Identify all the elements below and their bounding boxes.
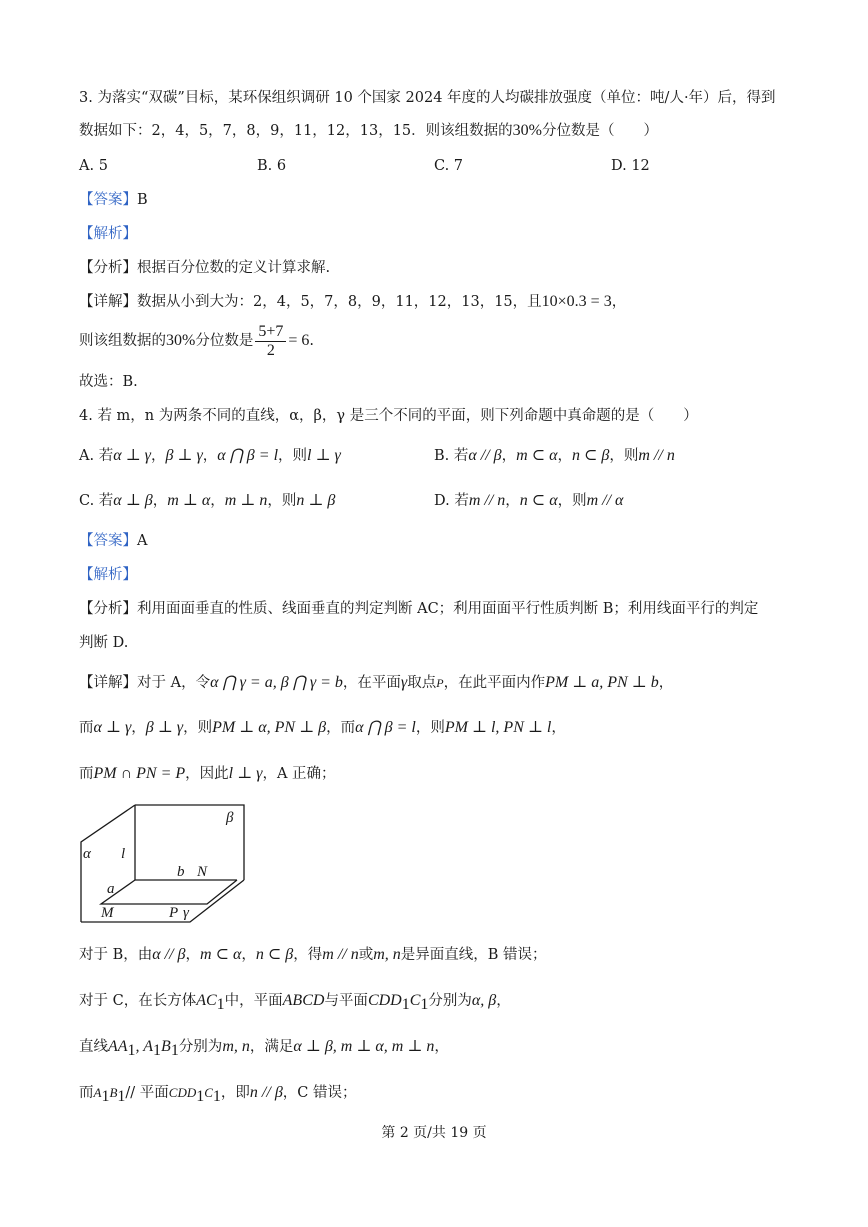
q3-conclusion: 故选：B.: [79, 374, 138, 390]
planes-figure: [79, 800, 249, 928]
answer-tag: 【答案】: [79, 192, 137, 208]
q4-answer: 【答案】A: [79, 533, 148, 549]
page-footer: 第 2 页/共 19 页: [381, 1125, 487, 1141]
q4-fenxi-line2: 判断 D.: [79, 635, 129, 651]
label-alpha: α: [83, 846, 91, 862]
q3-option-d: D. 12: [611, 158, 650, 174]
q4-option-b: B. 若α // β，m ⊂ α，n ⊂ β，则m // n: [434, 447, 675, 464]
q4-detail-line1: 【详解】对于 A，令α ⋂ γ = a, β ⋂ γ = b，在平面γ取点P，在此平面内作PM ⊥ a, PN ⊥ b，: [79, 674, 674, 691]
q4-detail-line3: 而PM ∩ PN = P，因此l ⊥ γ，A 正确；: [79, 765, 336, 782]
gamma-inner: [101, 880, 237, 904]
q3-answer: 【答案】B: [79, 192, 148, 208]
label-b: b: [177, 864, 185, 880]
q4-analysis-tag: 【解析】: [79, 567, 137, 583]
q4-option-a: A. 若α ⊥ γ，β ⊥ γ，α ⋂ β = l，则l ⊥ γ: [79, 447, 341, 464]
q3-option-c: C. 7: [434, 158, 464, 174]
q4-detail-c3: 而$A_1B_1//$ 平面$CDD_1C_1$，即n // β，C 错误；: [79, 1084, 357, 1105]
label-l: l: [121, 846, 126, 862]
q3-option-b: B. 6: [257, 158, 287, 174]
q4-option-d: D. 若m // n，n ⊂ α，则m // α: [434, 492, 624, 509]
q3-analysis-tag: 【解析】: [79, 226, 137, 242]
q4-fenxi-line1: 【分析】利用面面垂直的性质、线面垂直的判定判断 AC；利用面面平行性质判断 B；利用线面平行的判定: [79, 601, 759, 617]
q3-stem-line2: 数据如下：2，4，5，7，8，9，11，12，13，15．则该组数据的30%分位数是（ ）: [79, 122, 658, 139]
q3-stem-line1: 3. 为落实“双碳”目标，某环保组织调研 10 个国家 2024 年度的人均碳排放强度（单位：吨/人·年）后，得到: [79, 90, 776, 106]
q4-stem: 4. 若 m，n 为两条不同的直线，α，β，γ 是三个不同的平面，则下列命题中真命题的是（ ）: [79, 408, 698, 424]
q3-fenxi: 【分析】根据百分位数的定义计算求解.: [79, 260, 331, 276]
q3-detail-line2: 则该组数据的30%分位数是 $\frac{5+7}{2}$ = 6.: [79, 322, 314, 359]
label-a: a: [107, 881, 115, 897]
answer-tag: 【答案】: [79, 533, 137, 549]
label-M: M: [101, 905, 114, 921]
label-gamma: γ: [183, 905, 189, 921]
label-P: P: [169, 905, 179, 921]
q4-detail-b: 对于 B，由α // β，m ⊂ α，n ⊂ β，得m // n或m, n是异面直线，B 错误；: [79, 946, 547, 963]
q4-detail-c1: 对于 C，在长方体$AC_1$中，平面ABCD与平面$CDD_1C_1$分别为α, β，: [79, 992, 511, 1013]
q4-detail-line2: 而α ⊥ γ，β ⊥ γ，则PM ⊥ α, PN ⊥ β，而α ⋂ β = l，则PM ⊥ l, PN ⊥ l，: [79, 719, 566, 736]
q4-detail-c2: 直线$AA_1$, $A_1B_1$分别为m, n，满足α ⊥ β, m ⊥ α, m ⊥ n，: [79, 1038, 449, 1059]
fraction: $\frac{5+7}{2}$: [255, 323, 286, 360]
q3-option-a: A. 5: [79, 158, 108, 174]
label-N: N: [197, 864, 208, 880]
q3-detail: 【详解】数据从小到大为：2，4，5，7，8，9，11，12，13，15，且10×0.3 = 3，: [79, 293, 627, 310]
q4-option-c: C. 若α ⊥ β，m ⊥ α，m ⊥ n，则n ⊥ β: [79, 492, 336, 509]
label-beta: β: [226, 810, 234, 826]
